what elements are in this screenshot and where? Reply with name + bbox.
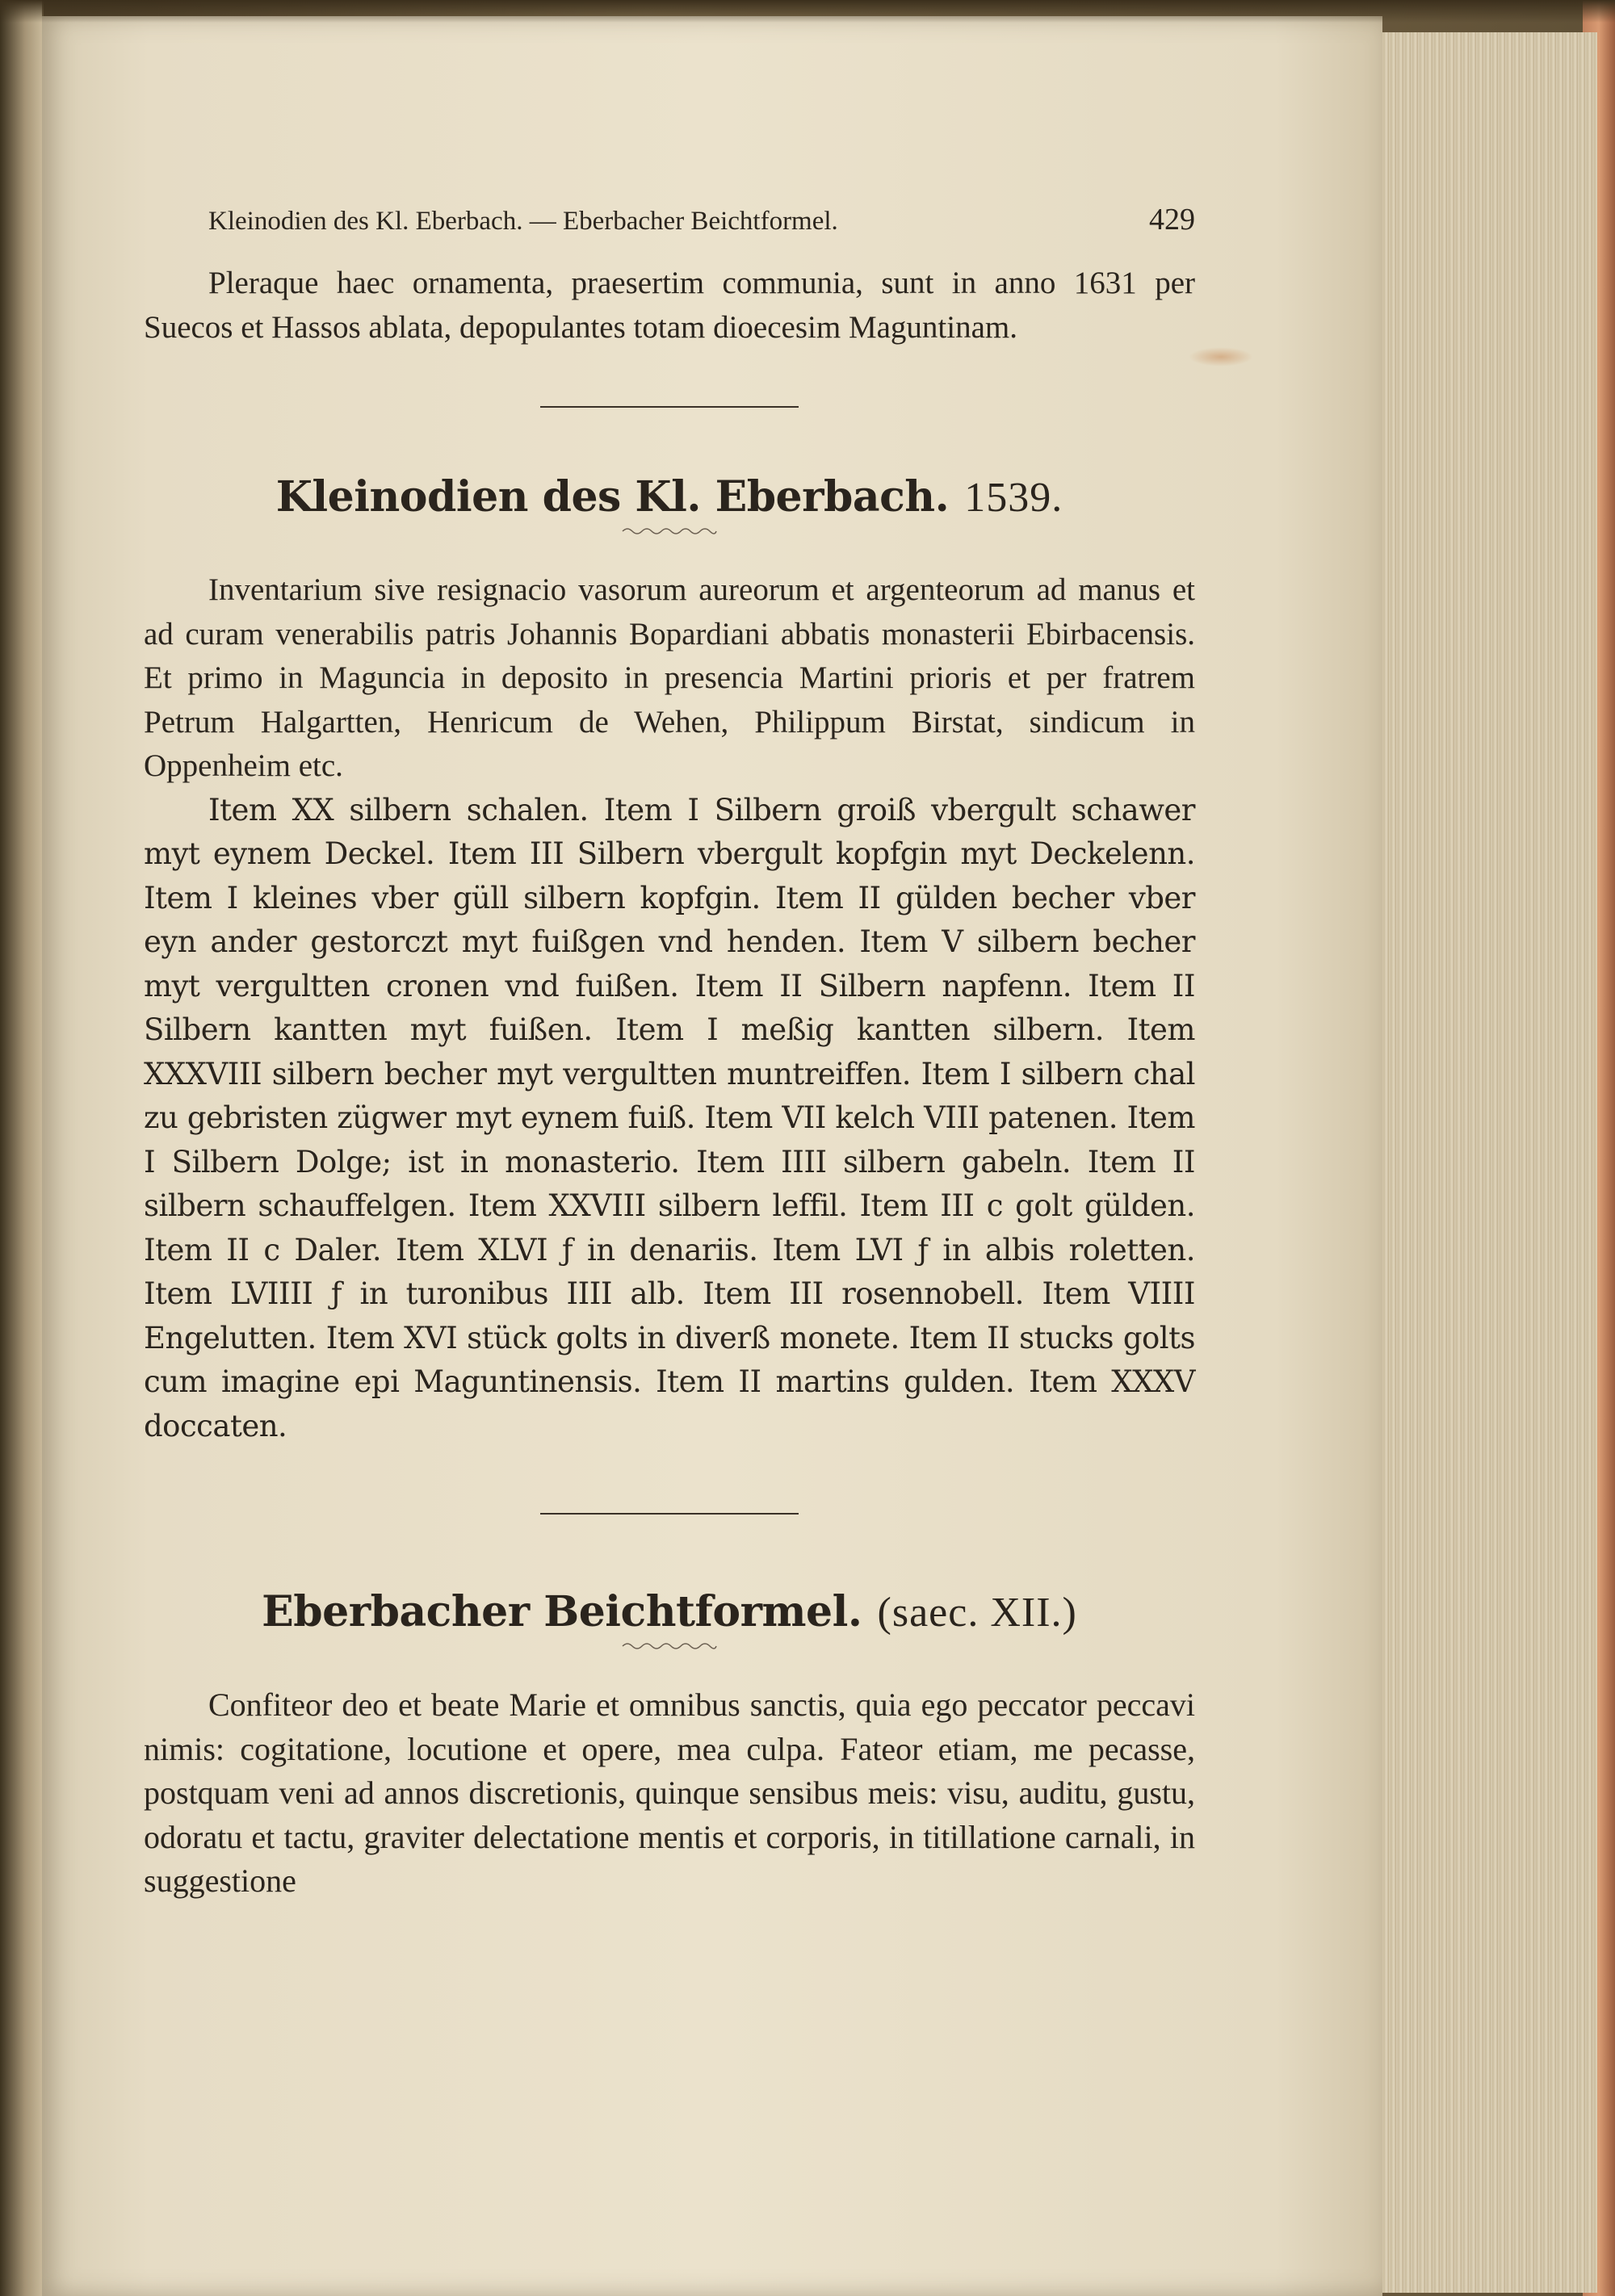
- section-divider-2: [540, 1513, 799, 1515]
- running-head-title: Kleinodien des Kl. Eberbach. — Eberbacher Beichtformel.: [208, 207, 838, 236]
- heading-year: 1539.: [964, 475, 1063, 521]
- intro-paragraph: Pleraque haec ornamenta, praesertim communia, sunt in anno 1631 per Suecos et Hassos ablata, depopulantes totam dioecesim Maguntinam.: [144, 266, 1195, 345]
- inventory-items-paragraph: Item XX silbern schalen. Item I Silbern groiß vbergult schawer myt eynem Deckel. Item III Silbern vbergult kopfgin myt Deckelenn. Item I kleines vber güll silbern kopfgin. Item II gülden becher vber eyn ander gestorczt myt fuißgen vnd henden. Item V silbern becher myt vergultten cronen vnd fuißen. Item II Silbern napfenn. Item II Silbern kantten myt fuißen. Item I meßig kantten silbern. Item XXXVIII silbern becher myt vergultten muntreiffen. Item I silbern chal zu gebristen zügwer myt eynem fuiß. Item VII kelch VIII patenen. Item I Silbern Dolge; ist in monasterio. Item IIII silbern gabeln. Item II silbern schauffelgen. Item XXVIII silbern leffil. Item III c golt gülden. Item II c Daler. Item XLVI ƒ in denariis. Item LVI ƒ in albis roletten. Item LVIIII ƒ in turonibus IIII alb. Item III rosennobell. Item VIIII Engelutten. Item XVI stück golts in diverß monete. Item II stucks golts cum imagine epi Maguntinensis. Item II martins gulden. Item XXXV doccaten.: [144, 792, 1195, 1443]
- section-divider: [540, 406, 799, 408]
- paper-stain: [1189, 347, 1253, 367]
- ornament-squiggle-2: [621, 1641, 718, 1651]
- inventory-intro-paragraph: Inventarium sive resignacio vasorum aureorum et argenteorum ad manus et ad curam venerabilis patris Johannis Bopardiani abbatis monasterii Ebirbacensis. Et primo in Maguncia in deposito in presencia Martini prioris et per fratrem Petrum Halgartten, Henricum de Wehen, Philippum Birstat, sindicum in Oppenheim etc.: [144, 572, 1195, 783]
- page-number: 429: [1149, 203, 1195, 237]
- heading-text: Kleinodien des Kl. Eberbach.: [275, 472, 950, 522]
- page-stack-edge: [1365, 32, 1597, 2293]
- ornament-squiggle: [621, 526, 718, 536]
- heading-suffix: (saec. XII.): [877, 1590, 1077, 1636]
- page-content: [144, 202, 1195, 1904]
- previous-page-edge: [0, 0, 44, 2296]
- top-shadow: [0, 0, 1615, 23]
- section-heading-kleinodien: [144, 472, 1195, 522]
- book-page: [42, 16, 1382, 2296]
- running-head: [208, 202, 1195, 237]
- heading-text-2: Eberbacher Beichtformel.: [262, 1587, 862, 1636]
- confession-paragraph: Confiteor deo et beate Marie et omnibus sanctis, quia ego peccator peccavi nimis: cogitatione, locutione et opere, mea culpa. Fateor etiam, me pecasse, postquam veni ad annos discretionis, quinque sensibus meis: visu, auditu, gustu, odoratu et tactu, graviter delectatione mentis et corporis, in titillatione carnali, in suggestione: [144, 1686, 1195, 1899]
- section-heading-beichtformel: [144, 1587, 1195, 1636]
